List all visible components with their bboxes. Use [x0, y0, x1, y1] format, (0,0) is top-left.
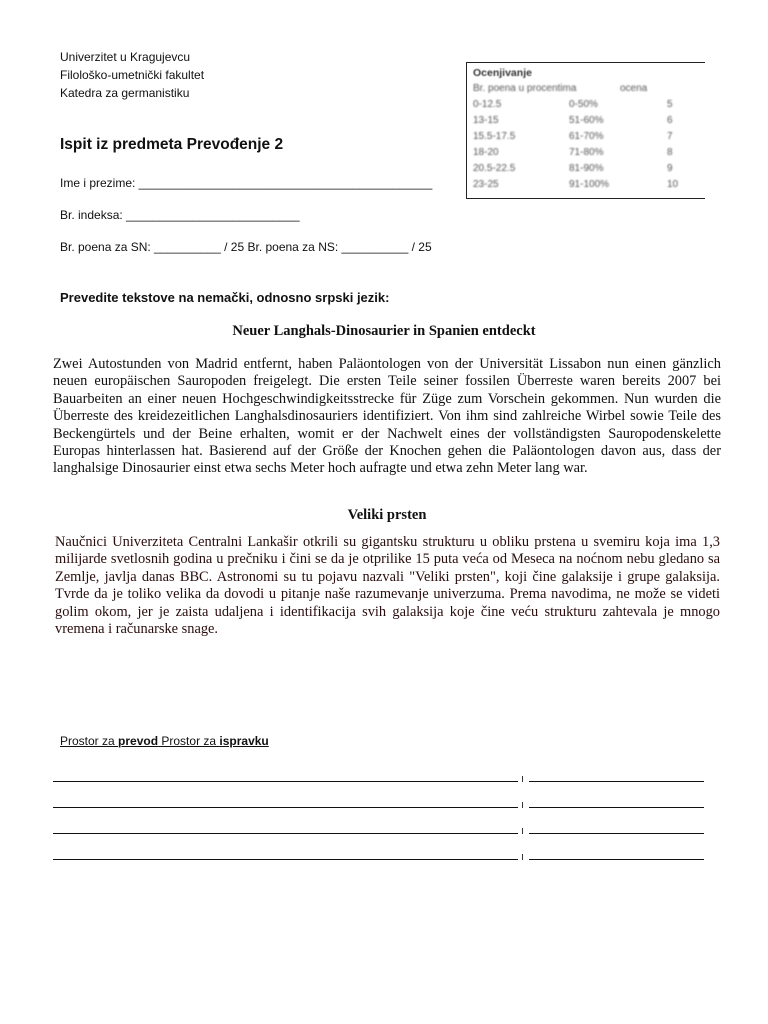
grading-points: 0-12.5: [473, 99, 502, 110]
grading-percent: 81-90%: [569, 163, 604, 174]
correction-line[interactable]: [529, 833, 704, 834]
grading-grade: 7: [667, 131, 673, 142]
grading-row: [473, 163, 703, 179]
grading-row: [473, 99, 703, 115]
german-text-body: Zwei Autostunden von Madrid entfernt, haben Paläontologen von der Universität Lissabon nun einen gänzlich neuen europäischen Sauropoden freigelegt. Die ersten Teile seiner fossilen Überreste waren bereits 2007 bei Bauarbeiten an einer neuen Hochgeschwindigkeitsstrecke für Züge zum Vorschein gekommen. Nun wurden die Überreste des kreidezeitlichen Langhalsdinosauriers identifiziert. Von ihm sind zahlreiche Wirbel sowie Teile des Beckengürtels und der Beine erhalten, womit er der Nachwelt eines der vollständigsten Sauropodenskelette Europas hinterlassen hat. Basierend auf der Größe der Knochen gehen die Paläontologen davon aus, dass der langhalsige Dinosaurier einst etwa sechs Meter hoch aufragte und etwa zehn Meter lang war.: [53, 356, 721, 477]
german-text-heading: Neuer Langhals-Dinosaurier in Spanien entdeckt: [232, 323, 536, 339]
grading-points: 18-20: [473, 147, 499, 158]
grading-points: 20.5-22.5: [473, 163, 516, 174]
line-separator: [522, 802, 523, 808]
line-separator: [522, 828, 523, 834]
faculty-name: Filološko-umetnički fakultet: [60, 68, 205, 82]
grading-grade: 8: [667, 147, 673, 158]
exam-title: Ispit iz predmeta Prevođenje 2: [60, 136, 284, 153]
grading-points: 23-25: [473, 179, 499, 190]
grading-row: [473, 179, 703, 195]
correction-line[interactable]: [529, 781, 704, 782]
grading-header-grade: ocena: [620, 83, 648, 94]
grading-percent: 61-70%: [569, 131, 604, 142]
grading-grade: 9: [667, 163, 673, 174]
grading-row: [473, 147, 703, 163]
translation-line[interactable]: [53, 781, 518, 782]
correction-line[interactable]: [529, 859, 704, 860]
grading-grade: 10: [667, 179, 679, 190]
answer-space-labels: [60, 734, 269, 748]
grading-points: 15.5-17.5: [473, 131, 516, 142]
grading-title: Ocenjivanje: [473, 67, 532, 79]
serbian-text-body: Naučnici Univerziteta Centralni Lankašir otkrili su gigantsku strukturu u obliku prstena u svemiru koja ima 1,3 milijarde svetlosnih godina u prečniku i čini se da je otprilike 15 puta veća od Meseca na noćnom nebu gledano sa Zemlje, javlja danas BBC. Astronomi su tu pojavu nazvali "Veliki prsten", koji čine galaksije i grupe galaksija. Tvrde da je toliko velika da dovodi u pitanje naše razumevanje univerzuma. Prema navodima, ne može se videti golim okom, jer je zaista udaljena i identifikacija svih galaksija koje čine veću strukturu zahtevala je mnogo vremena i računarske snage.: [55, 534, 720, 638]
line-separator: [522, 776, 523, 782]
points-field[interactable]: Br. poena za SN: __________ / 25 Br. poena za NS: __________ / 25: [60, 240, 432, 254]
grading-header-points: Br. poena u procentima: [473, 83, 577, 94]
grading-grade: 5: [667, 99, 673, 110]
name-field[interactable]: Ime i prezime: ____________________________________________: [60, 176, 433, 190]
task-instruction: Prevedite tekstove na nemački, odnosno srpski jezik:: [60, 290, 390, 305]
grading-points: 13-15: [473, 115, 499, 126]
grading-percent: 71-80%: [569, 147, 604, 158]
translation-line[interactable]: [53, 807, 518, 808]
translation-space-label: Prostor za prevod: [60, 734, 159, 748]
correction-line[interactable]: [529, 807, 704, 808]
grading-row: [473, 115, 703, 131]
line-separator: [522, 854, 523, 860]
correction-space-label: Prostor za ispravku: [158, 734, 269, 748]
university-name: Univerzitet u Kragujevcu: [60, 50, 191, 64]
grading-grade: 6: [667, 115, 673, 126]
index-field[interactable]: Br. indeksa: __________________________: [60, 208, 300, 222]
grading-percent: 51-60%: [569, 115, 604, 126]
translation-line[interactable]: [53, 833, 518, 834]
grading-percent: 0-50%: [569, 99, 598, 110]
grading-row: [473, 131, 703, 147]
grading-percent: 91-100%: [569, 179, 610, 190]
serbian-text-heading: Veliki prsten: [347, 507, 427, 523]
translation-line[interactable]: [53, 859, 518, 860]
grading-table: [466, 62, 705, 199]
department-name: Katedra za germanistiku: [60, 86, 190, 100]
